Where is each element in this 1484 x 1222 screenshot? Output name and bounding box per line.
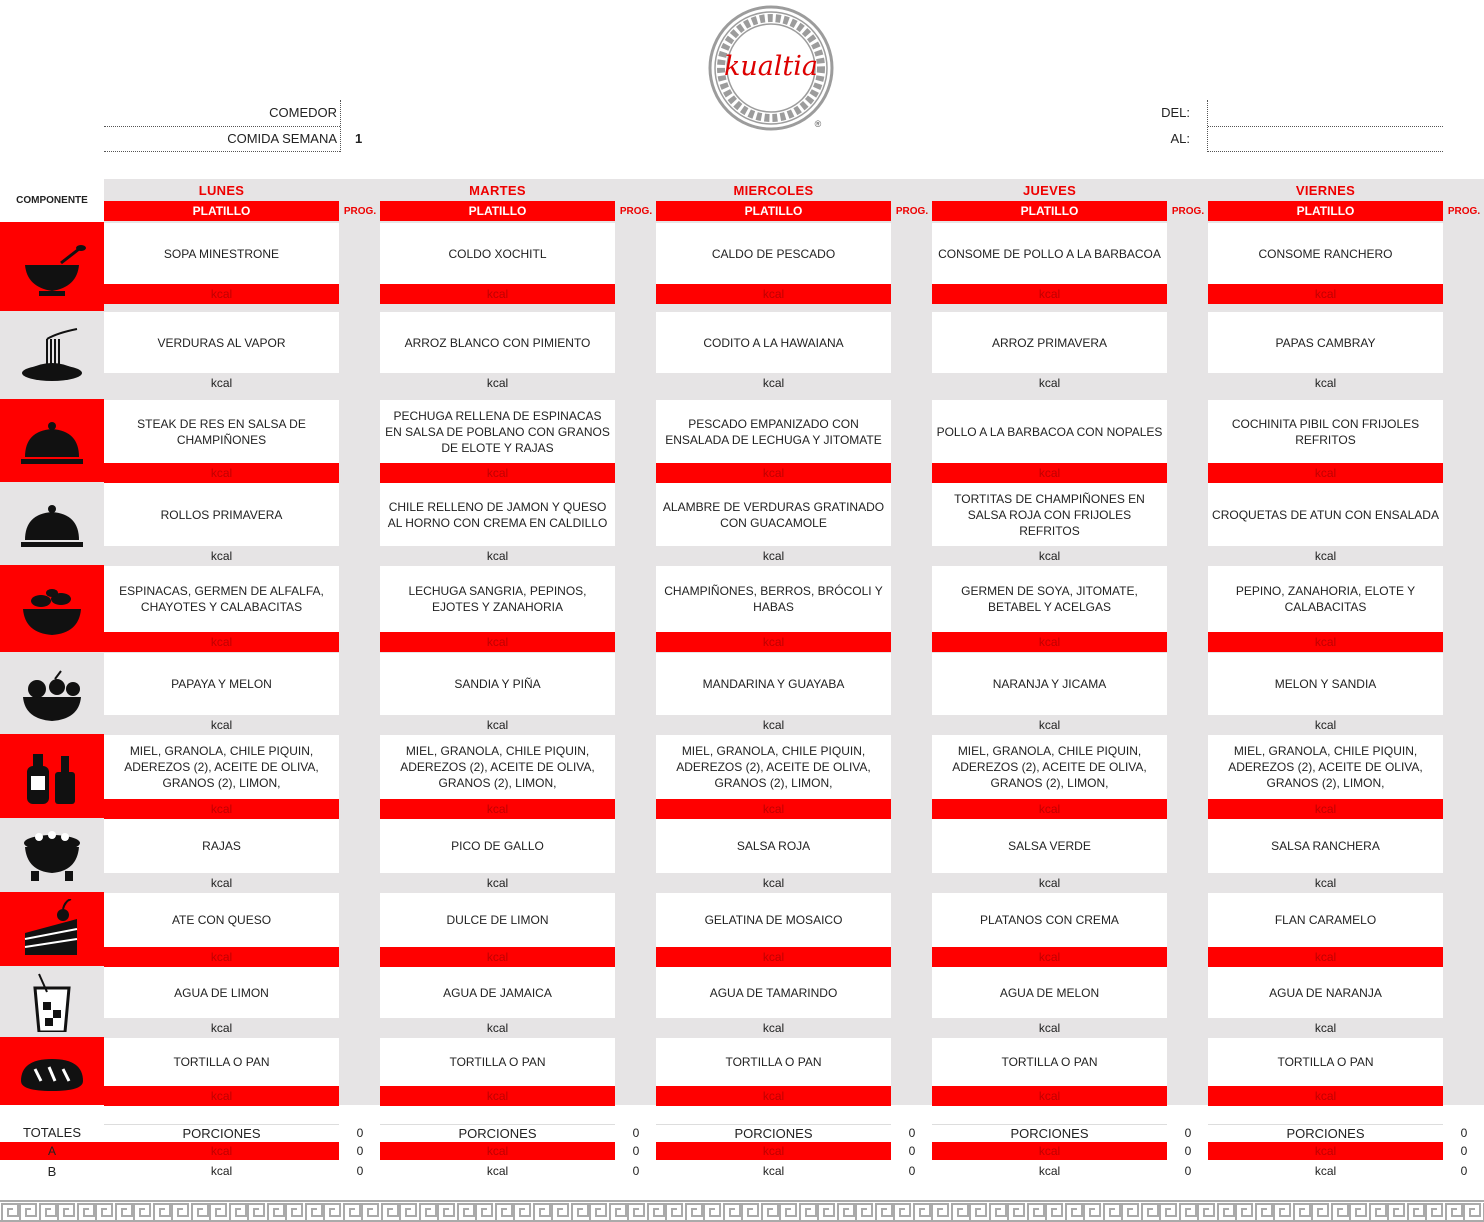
dish-cell[interactable]: RAJAS bbox=[104, 819, 339, 873]
kcal-cell: kcal bbox=[104, 1086, 339, 1106]
dish-cell[interactable]: PICO DE GALLO bbox=[380, 819, 615, 873]
salad-bowl-icon bbox=[17, 579, 87, 639]
prog-cell[interactable] bbox=[616, 735, 656, 799]
prog-header: PROG. bbox=[343, 205, 377, 217]
prog-cell[interactable] bbox=[892, 735, 932, 799]
kcal-cell: kcal bbox=[762, 1021, 785, 1035]
prog-cell[interactable] bbox=[340, 735, 380, 799]
total-kcal-a: kcal bbox=[656, 1142, 891, 1160]
prog-cell[interactable] bbox=[340, 653, 380, 715]
prog-cell[interactable] bbox=[616, 1038, 656, 1086]
kcal-cell: kcal bbox=[1314, 376, 1337, 390]
kcal-cell: kcal bbox=[380, 463, 615, 483]
kcal-cell: kcal bbox=[210, 376, 233, 390]
prog-cell[interactable] bbox=[340, 312, 380, 373]
dish-cell[interactable]: MIEL, GRANOLA, CHILE PIQUIN, ADEREZOS (2), ACEITE DE OLIVA, GRANOS (2), LIMON, bbox=[656, 735, 891, 799]
prog-cell[interactable] bbox=[1168, 653, 1208, 715]
total-a-value[interactable]: 0 bbox=[1184, 1144, 1192, 1158]
fruit-bowl-icon bbox=[17, 663, 87, 723]
component-icon-cell bbox=[0, 818, 104, 892]
kcal-cell: kcal bbox=[1038, 718, 1061, 732]
kcal-cell: kcal bbox=[932, 463, 1167, 483]
dish-cell[interactable]: PLATANOS CON CREMA bbox=[932, 893, 1167, 947]
dish-cell[interactable]: ATE CON QUESO bbox=[104, 893, 339, 947]
semana-value[interactable]: 1 bbox=[355, 131, 363, 146]
kcal-cell: kcal bbox=[1208, 1086, 1443, 1106]
dish-cell[interactable]: GELATINA DE MOSAICO bbox=[656, 893, 891, 947]
kcal-cell: kcal bbox=[104, 632, 339, 652]
prog-cell[interactable] bbox=[892, 1038, 932, 1086]
dish-cell[interactable]: SALSA ROJA bbox=[656, 819, 891, 873]
dish-cell[interactable]: FLAN CARAMELO bbox=[1208, 893, 1443, 947]
porciones-value[interactable]: 0 bbox=[908, 1125, 916, 1140]
dish-cell[interactable]: AGUA DE JAMAICA bbox=[380, 967, 615, 1018]
total-b-value[interactable]: 0 bbox=[1184, 1164, 1192, 1178]
prog-cell[interactable] bbox=[616, 653, 656, 715]
prog-cell[interactable] bbox=[892, 223, 932, 284]
platillo-header: PLATILLO bbox=[932, 201, 1167, 221]
row-b-label: B bbox=[47, 1163, 57, 1179]
molcajete-icon bbox=[17, 825, 87, 885]
al-field[interactable] bbox=[1208, 151, 1443, 152]
dish-cell[interactable]: MIEL, GRANOLA, CHILE PIQUIN, ADEREZOS (2), ACEITE DE OLIVA, GRANOS (2), LIMON, bbox=[932, 735, 1167, 799]
total-a-value[interactable]: 0 bbox=[908, 1144, 916, 1158]
greek-key-border bbox=[0, 1200, 1484, 1222]
total-a-value[interactable]: 0 bbox=[632, 1144, 640, 1158]
prog-cell[interactable] bbox=[340, 819, 380, 873]
prog-cell[interactable] bbox=[1168, 819, 1208, 873]
kcal-cell: kcal bbox=[1208, 284, 1443, 304]
prog-cell[interactable] bbox=[892, 893, 932, 947]
prog-header: PROG. bbox=[619, 205, 653, 217]
dish-cell[interactable]: ALAMBRE DE VERDURAS GRATINADO CON GUACAMOLE bbox=[656, 483, 891, 546]
al-label: AL: bbox=[1170, 131, 1190, 146]
condiment-bottles-icon bbox=[17, 746, 87, 806]
dish-cell[interactable]: TORTITAS DE CHAMPIÑONES EN SALSA ROJA CON FRIJOLES REFRITOS bbox=[932, 483, 1167, 546]
day-header: LUNES bbox=[198, 182, 245, 198]
dish-cell[interactable]: CALDO DE PESCADO bbox=[656, 223, 891, 284]
kcal-cell: kcal bbox=[380, 947, 615, 967]
total-a-value[interactable]: 0 bbox=[1460, 1144, 1468, 1158]
prog-cell[interactable] bbox=[340, 483, 380, 546]
kcal-cell: kcal bbox=[486, 718, 509, 732]
dish-cell[interactable]: CONSOME RANCHERO bbox=[1208, 223, 1443, 284]
dish-cell[interactable]: CHAMPIÑONES, BERROS, BRÓCOLI Y HABAS bbox=[656, 566, 891, 632]
prog-cell[interactable] bbox=[340, 967, 380, 1018]
kcal-cell: kcal bbox=[932, 799, 1167, 819]
prog-cell[interactable] bbox=[1444, 653, 1484, 715]
prog-cell[interactable] bbox=[892, 819, 932, 873]
prog-cell[interactable] bbox=[340, 893, 380, 947]
component-icon-cell bbox=[0, 966, 104, 1037]
dish-cell[interactable]: PESCADO EMPANIZADO CON ENSALADA DE LECHUGA Y JITOMATE bbox=[656, 400, 891, 463]
kcal-cell: kcal bbox=[656, 632, 891, 652]
prog-cell[interactable] bbox=[1444, 893, 1484, 947]
kcal-cell: kcal bbox=[932, 284, 1167, 304]
prog-cell[interactable] bbox=[1168, 483, 1208, 546]
dish-cell[interactable]: NARANJA Y JICAMA bbox=[932, 653, 1167, 715]
dish-cell[interactable]: LECHUGA SANGRIA, PEPINOS, EJOTES Y ZANAHORIA bbox=[380, 566, 615, 632]
total-b-value[interactable]: 0 bbox=[356, 1164, 364, 1178]
total-kcal-a: kcal bbox=[1208, 1142, 1443, 1160]
dish-cell[interactable]: TORTILLA O PAN bbox=[656, 1038, 891, 1086]
prog-cell[interactable] bbox=[1444, 312, 1484, 373]
kcal-cell: kcal bbox=[1038, 376, 1061, 390]
component-icon-cell bbox=[0, 399, 104, 482]
kcal-cell: kcal bbox=[762, 718, 785, 732]
kcal-cell: kcal bbox=[486, 549, 509, 563]
dish-cell[interactable]: AGUA DE TAMARINDO bbox=[656, 967, 891, 1018]
totales-label: TOTALES bbox=[22, 1125, 82, 1140]
prog-cell[interactable] bbox=[1168, 566, 1208, 632]
prog-cell[interactable] bbox=[892, 566, 932, 632]
header-divider bbox=[104, 151, 340, 152]
kualtia-logo bbox=[708, 5, 834, 131]
porciones-label: PORCIONES bbox=[932, 1124, 1167, 1142]
kcal-cell: kcal bbox=[762, 549, 785, 563]
dish-cell[interactable]: MELON Y SANDIA bbox=[1208, 653, 1443, 715]
total-kcal-a: kcal bbox=[104, 1142, 339, 1160]
bread-icon bbox=[17, 1041, 87, 1101]
component-icon-cell bbox=[0, 222, 104, 311]
prog-cell[interactable] bbox=[1168, 400, 1208, 463]
kcal-cell: kcal bbox=[1314, 549, 1337, 563]
day-header: MIERCOLES bbox=[733, 182, 814, 198]
porciones-label: PORCIONES bbox=[380, 1124, 615, 1142]
total-kcal-a: kcal bbox=[380, 1142, 615, 1160]
dish-cell[interactable]: VERDURAS AL VAPOR bbox=[104, 312, 339, 373]
component-icon-cell bbox=[0, 565, 104, 652]
kcal-cell: kcal bbox=[1208, 463, 1443, 483]
prog-header: PROG. bbox=[1447, 205, 1481, 217]
day-header: JUEVES bbox=[1022, 182, 1077, 198]
drink-glass-icon bbox=[17, 972, 87, 1032]
porciones-value[interactable]: 0 bbox=[1184, 1125, 1192, 1140]
kcal-cell: kcal bbox=[656, 463, 891, 483]
kcal-cell: kcal bbox=[104, 463, 339, 483]
dish-cell[interactable]: MIEL, GRANOLA, CHILE PIQUIN, ADEREZOS (2), ACEITE DE OLIVA, GRANOS (2), LIMON, bbox=[104, 735, 339, 799]
dish-cell[interactable]: ROLLOS PRIMAVERA bbox=[104, 483, 339, 546]
logo-mark: ® bbox=[814, 119, 822, 129]
platillo-header: PLATILLO bbox=[656, 201, 891, 221]
total-b-value[interactable]: 0 bbox=[632, 1164, 640, 1178]
cake-slice-icon bbox=[17, 899, 87, 959]
prog-cell[interactable] bbox=[1444, 223, 1484, 284]
del-label: DEL: bbox=[1161, 105, 1190, 120]
prog-cell[interactable] bbox=[340, 223, 380, 284]
dish-cell[interactable]: COCHINITA PIBIL CON FRIJOLES REFRITOS bbox=[1208, 400, 1443, 463]
kcal-cell: kcal bbox=[486, 1021, 509, 1035]
dish-cell[interactable]: CROQUETAS DE ATUN CON ENSALADA bbox=[1208, 483, 1443, 546]
prog-cell[interactable] bbox=[616, 819, 656, 873]
kcal-cell: kcal bbox=[486, 376, 509, 390]
porciones-value[interactable]: 0 bbox=[356, 1125, 364, 1140]
kcal-cell: kcal bbox=[656, 799, 891, 819]
prog-cell[interactable] bbox=[1444, 735, 1484, 799]
kcal-cell: kcal bbox=[1208, 947, 1443, 967]
kcal-cell: kcal bbox=[486, 876, 509, 890]
kcal-cell: kcal bbox=[656, 947, 891, 967]
soup-bowl-icon bbox=[17, 237, 87, 297]
kcal-cell: kcal bbox=[104, 284, 339, 304]
kcal-cell: kcal bbox=[1314, 1021, 1337, 1035]
kcal-cell: kcal bbox=[1038, 549, 1061, 563]
kcal-cell: kcal bbox=[762, 876, 785, 890]
total-kcal-b: kcal bbox=[762, 1164, 785, 1178]
prog-cell[interactable] bbox=[616, 566, 656, 632]
prog-header: PROG. bbox=[1171, 205, 1205, 217]
dish-cell[interactable]: POLLO A LA BARBACOA CON NOPALES bbox=[932, 400, 1167, 463]
total-kcal-b: kcal bbox=[486, 1164, 509, 1178]
prog-cell[interactable] bbox=[340, 566, 380, 632]
kcal-cell: kcal bbox=[1208, 799, 1443, 819]
kcal-cell: kcal bbox=[762, 376, 785, 390]
dish-cell[interactable]: SANDIA Y PIÑA bbox=[380, 653, 615, 715]
prog-cell[interactable] bbox=[1168, 312, 1208, 373]
dish-cell[interactable]: TORTILLA O PAN bbox=[104, 1038, 339, 1086]
dish-cell[interactable]: PAPAS CAMBRAY bbox=[1208, 312, 1443, 373]
component-icon-cell bbox=[0, 652, 104, 734]
dish-cell[interactable]: SALSA VERDE bbox=[932, 819, 1167, 873]
component-icon-cell bbox=[0, 892, 104, 966]
kcal-cell: kcal bbox=[932, 632, 1167, 652]
kcal-cell: kcal bbox=[380, 1086, 615, 1106]
comida-semana-label: COMIDA SEMANA bbox=[227, 131, 337, 146]
dish-cell[interactable]: TORTILLA O PAN bbox=[932, 1038, 1167, 1086]
cloche-icon bbox=[17, 411, 87, 471]
dish-cell[interactable]: MIEL, GRANOLA, CHILE PIQUIN, ADEREZOS (2), ACEITE DE OLIVA, GRANOS (2), LIMON, bbox=[380, 735, 615, 799]
porciones-value[interactable]: 0 bbox=[632, 1125, 640, 1140]
platillo-header: PLATILLO bbox=[380, 201, 615, 221]
row-a-label: A bbox=[0, 1142, 104, 1160]
kcal-cell: kcal bbox=[1038, 1021, 1061, 1035]
kcal-cell: kcal bbox=[656, 1086, 891, 1106]
prog-cell[interactable] bbox=[616, 312, 656, 373]
prog-header: PROG. bbox=[895, 205, 929, 217]
prog-cell[interactable] bbox=[1168, 735, 1208, 799]
prog-cell[interactable] bbox=[1444, 819, 1484, 873]
del-field[interactable] bbox=[1208, 126, 1443, 127]
dish-cell[interactable]: DULCE DE LIMON bbox=[380, 893, 615, 947]
kcal-cell: kcal bbox=[1314, 718, 1337, 732]
prog-cell[interactable] bbox=[616, 967, 656, 1018]
logo-text: kualtia bbox=[723, 51, 819, 82]
prog-cell[interactable] bbox=[1168, 223, 1208, 284]
dish-cell[interactable]: MANDARINA Y GUAYABA bbox=[656, 653, 891, 715]
dish-cell[interactable]: CHILE RELLENO DE JAMON Y QUESO AL HORNO CON CREMA EN CALDILLO bbox=[380, 483, 615, 546]
kcal-cell: kcal bbox=[1314, 876, 1337, 890]
prog-cell[interactable] bbox=[1168, 893, 1208, 947]
dish-cell[interactable]: PAPAYA Y MELON bbox=[104, 653, 339, 715]
prog-cell[interactable] bbox=[892, 483, 932, 546]
prog-cell[interactable] bbox=[616, 400, 656, 463]
prog-cell[interactable] bbox=[1168, 1038, 1208, 1086]
prog-cell[interactable] bbox=[1168, 967, 1208, 1018]
prog-cell[interactable] bbox=[1444, 566, 1484, 632]
kcal-cell: kcal bbox=[104, 799, 339, 819]
prog-cell[interactable] bbox=[340, 400, 380, 463]
component-icon-cell bbox=[0, 1037, 104, 1105]
prog-cell[interactable] bbox=[1444, 1038, 1484, 1086]
day-header: VIERNES bbox=[1295, 182, 1356, 198]
dish-cell[interactable]: AGUA DE LIMON bbox=[104, 967, 339, 1018]
dish-cell[interactable]: AGUA DE NARANJA bbox=[1208, 967, 1443, 1018]
dish-cell[interactable]: STEAK DE RES EN SALSA DE CHAMPIÑONES bbox=[104, 400, 339, 463]
kcal-cell: kcal bbox=[210, 549, 233, 563]
dish-cell[interactable]: PEPINO, ZANAHORIA, ELOTE Y CALABACITAS bbox=[1208, 566, 1443, 632]
dish-cell[interactable]: TORTILLA O PAN bbox=[380, 1038, 615, 1086]
dish-cell[interactable]: COLDO XOCHITL bbox=[380, 223, 615, 284]
header-divider bbox=[340, 100, 341, 152]
total-b-value[interactable]: 0 bbox=[1460, 1164, 1468, 1178]
prog-cell[interactable] bbox=[1444, 400, 1484, 463]
component-icon-cell bbox=[0, 311, 104, 399]
porciones-label: PORCIONES bbox=[656, 1124, 891, 1142]
prog-cell[interactable] bbox=[1444, 483, 1484, 546]
kcal-cell: kcal bbox=[1038, 876, 1061, 890]
dish-cell[interactable]: AGUA DE MELON bbox=[932, 967, 1167, 1018]
prog-cell[interactable] bbox=[616, 893, 656, 947]
day-header: MARTES bbox=[469, 182, 526, 198]
total-kcal-a: kcal bbox=[932, 1142, 1167, 1160]
comedor-label: COMEDOR bbox=[269, 105, 337, 120]
dish-cell[interactable]: CODITO A LA HAWAIANA bbox=[656, 312, 891, 373]
prog-cell[interactable] bbox=[616, 483, 656, 546]
total-kcal-b: kcal bbox=[1314, 1164, 1337, 1178]
total-a-value[interactable]: 0 bbox=[356, 1144, 364, 1158]
total-b-value[interactable]: 0 bbox=[908, 1164, 916, 1178]
kcal-cell: kcal bbox=[932, 1086, 1167, 1106]
total-kcal-b: kcal bbox=[210, 1164, 233, 1178]
prog-cell[interactable] bbox=[1444, 967, 1484, 1018]
header-divider bbox=[104, 126, 340, 127]
prog-cell[interactable] bbox=[892, 312, 932, 373]
prog-cell[interactable] bbox=[616, 223, 656, 284]
platillo-header: PLATILLO bbox=[1208, 201, 1443, 221]
dish-cell[interactable]: ARROZ BLANCO CON PIMIENTO bbox=[380, 312, 615, 373]
dish-cell[interactable]: CONSOME DE POLLO A LA BARBACOA bbox=[932, 223, 1167, 284]
kcal-cell: kcal bbox=[1208, 632, 1443, 652]
dish-cell[interactable]: ESPINACAS, GERMEN DE ALFALFA, CHAYOTES Y CALABACITAS bbox=[104, 566, 339, 632]
cloche-icon bbox=[17, 494, 87, 554]
prog-cell[interactable] bbox=[892, 400, 932, 463]
porciones-label: PORCIONES bbox=[1208, 1124, 1443, 1142]
kcal-cell: kcal bbox=[932, 947, 1167, 967]
dish-cell[interactable]: ARROZ PRIMAVERA bbox=[932, 312, 1167, 373]
kcal-cell: kcal bbox=[656, 284, 891, 304]
kcal-cell: kcal bbox=[380, 284, 615, 304]
platillo-header: PLATILLO bbox=[104, 201, 339, 221]
dish-cell[interactable]: SOPA MINESTRONE bbox=[104, 223, 339, 284]
dish-cell[interactable]: MIEL, GRANOLA, CHILE PIQUIN, ADEREZOS (2), ACEITE DE OLIVA, GRANOS (2), LIMON, bbox=[1208, 735, 1443, 799]
kcal-cell: kcal bbox=[210, 876, 233, 890]
total-kcal-b: kcal bbox=[1038, 1164, 1061, 1178]
kcal-cell: kcal bbox=[104, 947, 339, 967]
kcal-cell: kcal bbox=[380, 632, 615, 652]
prog-cell[interactable] bbox=[340, 1038, 380, 1086]
kcal-cell: kcal bbox=[380, 799, 615, 819]
prog-cell[interactable] bbox=[892, 653, 932, 715]
component-icon-cell bbox=[0, 734, 104, 818]
prog-cell[interactable] bbox=[892, 967, 932, 1018]
dish-cell[interactable]: SALSA RANCHERA bbox=[1208, 819, 1443, 873]
porciones-label: PORCIONES bbox=[104, 1124, 339, 1142]
kcal-cell: kcal bbox=[210, 1021, 233, 1035]
dish-cell[interactable]: PECHUGA RELLENA DE ESPINACAS EN SALSA DE POBLANO CON GRANOS DE ELOTE Y RAJAS bbox=[380, 400, 615, 463]
pasta-plate-icon bbox=[17, 325, 87, 385]
dish-cell[interactable]: TORTILLA O PAN bbox=[1208, 1038, 1443, 1086]
componente-header: COMPONENTE bbox=[0, 179, 104, 222]
dish-cell[interactable]: GERMEN DE SOYA, JITOMATE, BETABEL Y ACELGAS bbox=[932, 566, 1167, 632]
kcal-cell: kcal bbox=[210, 718, 233, 732]
component-icon-cell bbox=[0, 482, 104, 565]
porciones-value[interactable]: 0 bbox=[1460, 1125, 1468, 1140]
